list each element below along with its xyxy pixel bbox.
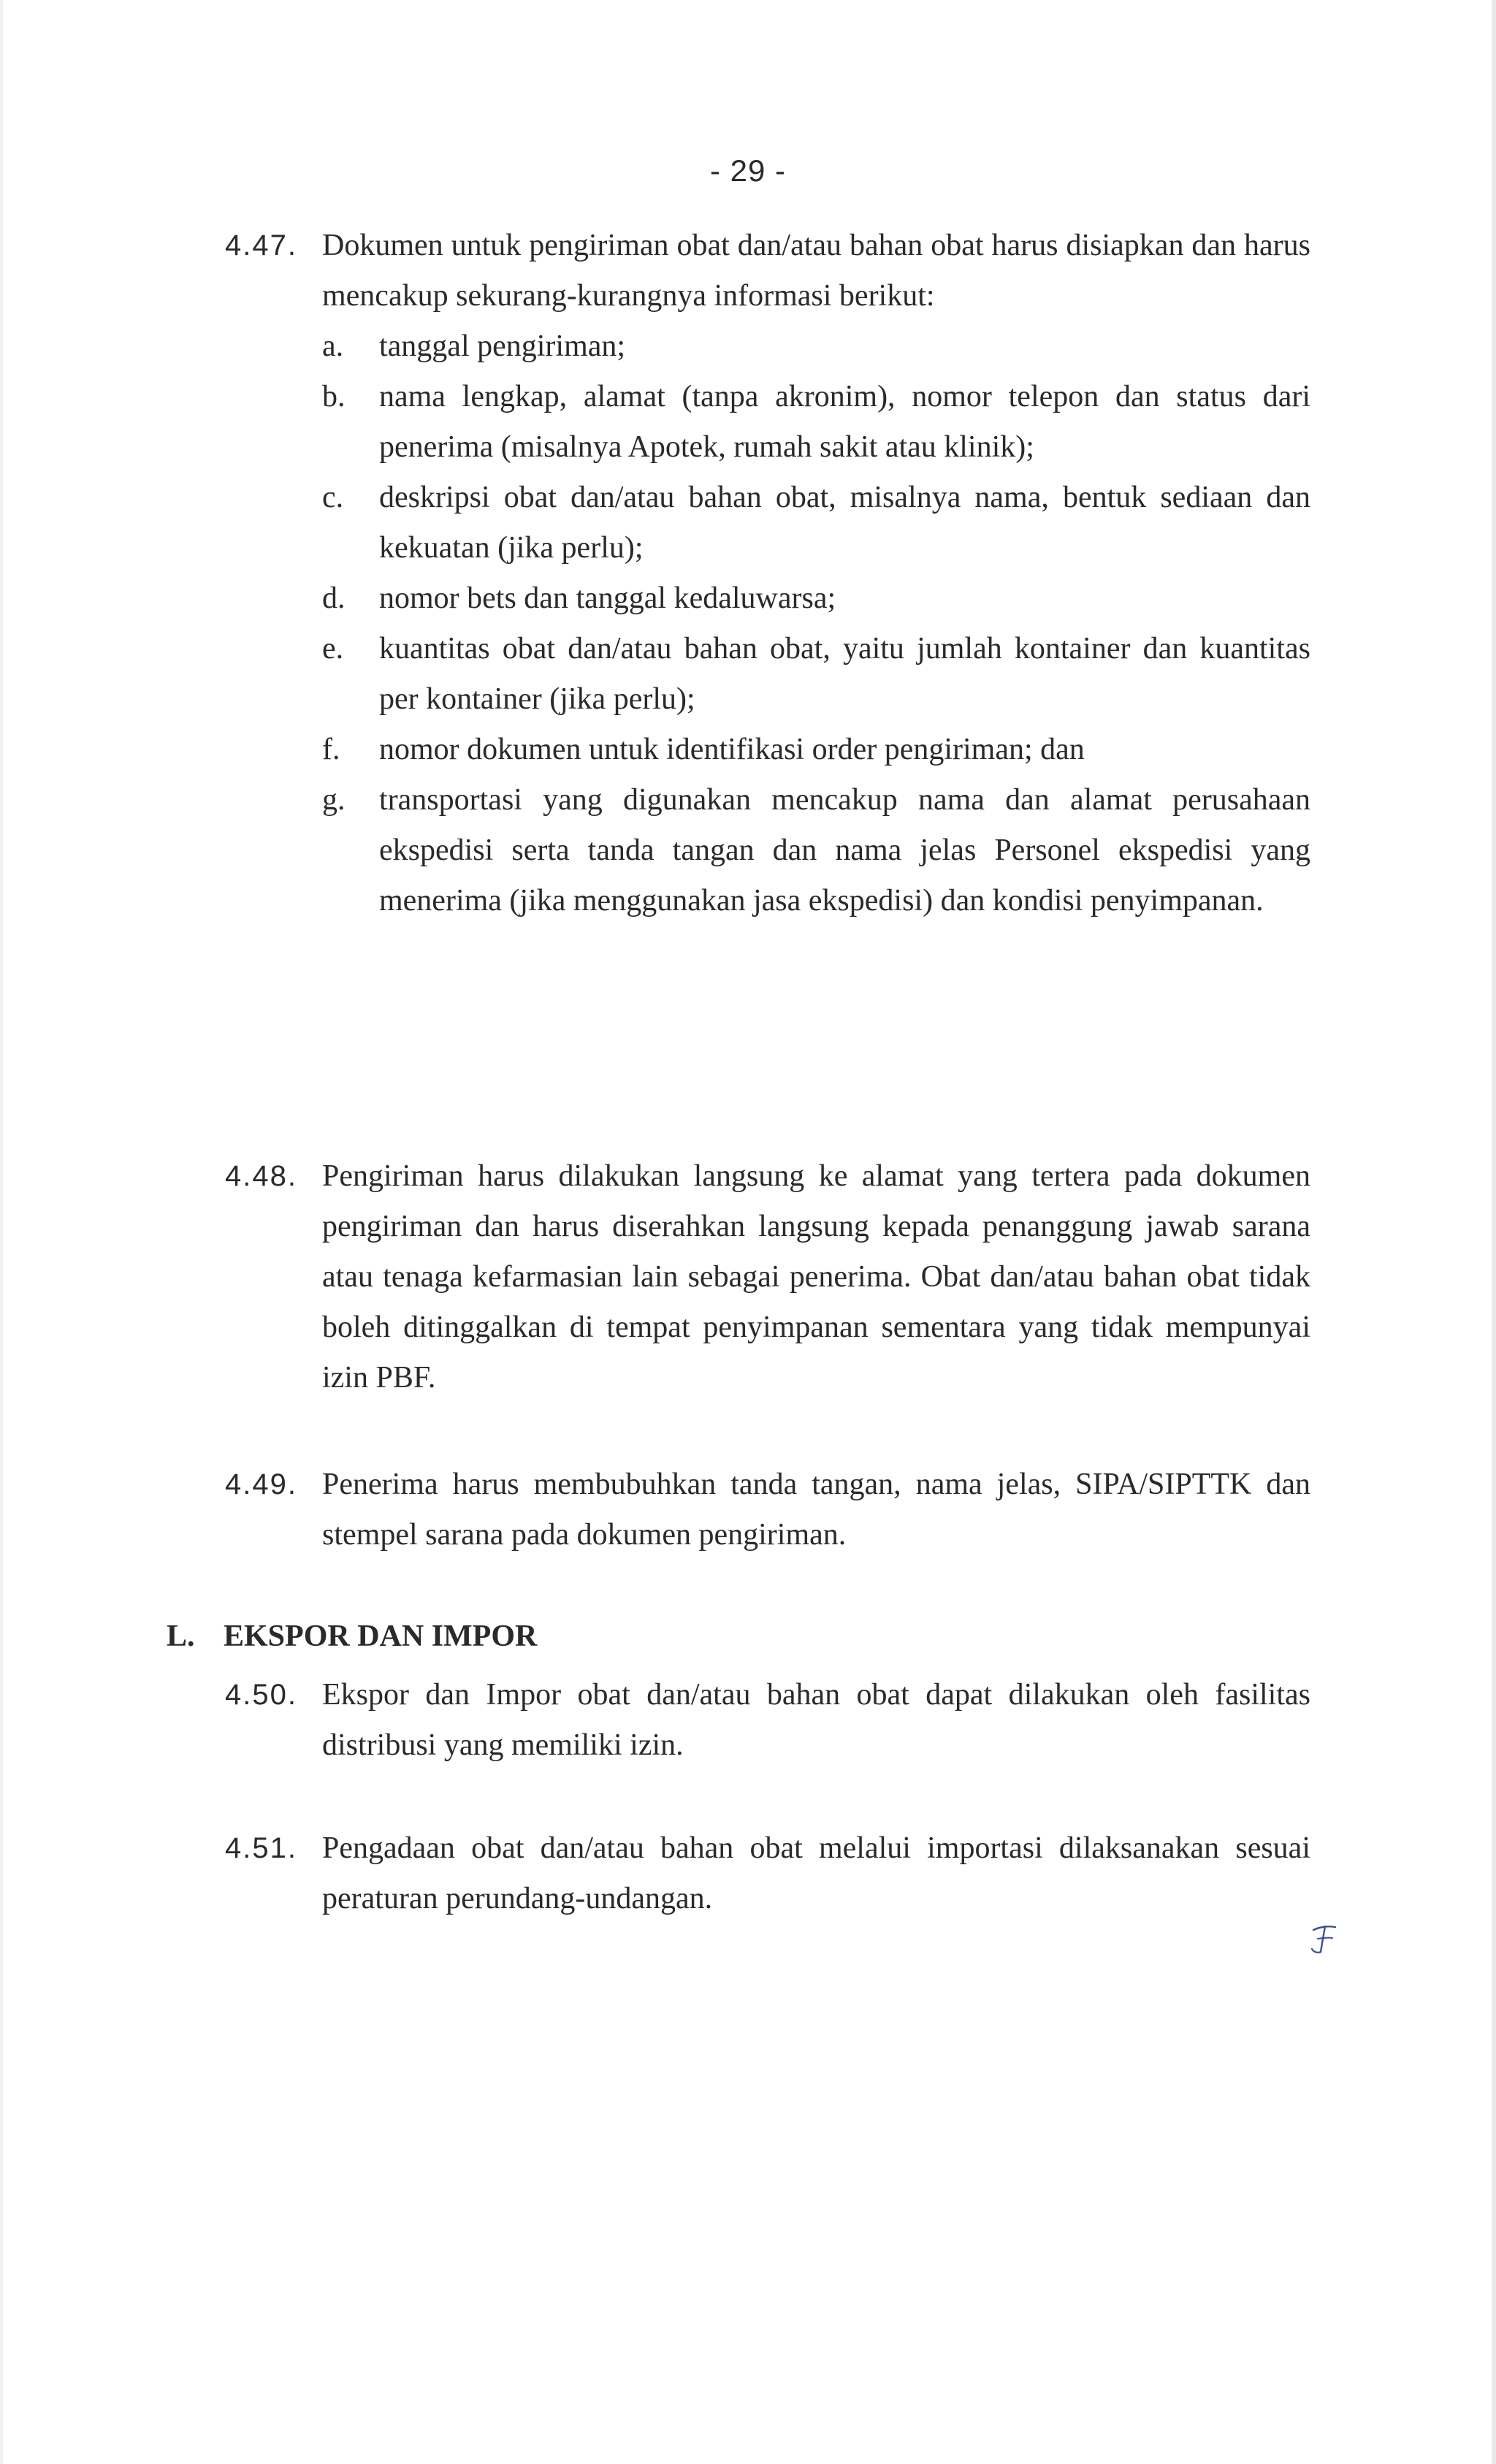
section-4-50 <box>225 1670 1310 1771</box>
section-heading <box>167 1614 537 1658</box>
section-4-47 <box>225 221 1310 926</box>
list-item <box>322 775 1310 926</box>
item-letter: b. <box>322 380 346 413</box>
section-number: 4.49. <box>225 1468 297 1500</box>
list-item <box>322 473 1310 573</box>
item-letter: e. <box>322 632 344 665</box>
item-letter: a. <box>322 329 344 363</box>
handwritten-initial-icon <box>1308 1920 1340 1958</box>
list-item <box>322 624 1310 725</box>
section-text: Pengadaan obat dan/atau bahan obat melalui importasi dilaksanakan sesuai peraturan perundang-undangan. <box>322 1831 1310 1915</box>
item-list <box>322 321 1310 926</box>
list-item <box>322 321 1310 372</box>
item-text: deskripsi obat dan/atau bahan obat, misalnya nama, bentuk sediaan dan kekuatan (jika perlu); <box>379 481 1310 565</box>
section-4-51 <box>225 1823 1310 1924</box>
item-text: nomor bets dan tanggal kedaluwarsa; <box>379 581 836 615</box>
section-number: 4.48. <box>225 1160 297 1192</box>
section-number: 4.50. <box>225 1679 297 1711</box>
item-letter: c. <box>322 481 344 514</box>
item-letter: f. <box>322 733 340 766</box>
section-4-49 <box>225 1460 1310 1560</box>
item-text: nama lengkap, alamat (tanpa akronim), nomor telepon dan status dari penerima (misalnya Apotek, rumah sakit atau klinik); <box>379 380 1310 464</box>
heading-letter: L. <box>167 1620 195 1653</box>
list-item <box>322 372 1310 473</box>
page-number: - 29 - <box>709 153 787 188</box>
item-text: tanggal pengiriman; <box>379 329 626 363</box>
item-text: nomor dokumen untuk identifikasi order pengiriman; dan <box>379 733 1085 766</box>
item-letter: d. <box>322 581 346 615</box>
section-text: Dokumen untuk pengiriman obat dan/atau bahan obat harus disiapkan dan harus mencakup sekurang-kurangnya informasi berikut: <box>322 229 1310 313</box>
heading-title: EKSPOR DAN IMPOR <box>224 1620 538 1653</box>
item-text: kuantitas obat dan/atau bahan obat, yaitu jumlah kontainer dan kuantitas per kontainer (jika perlu); <box>379 632 1310 716</box>
item-text: transportasi yang digunakan mencakup nama dan alamat perusahaan ekspedisi serta tanda tangan dan nama jelas Personel ekspedisi yang menerima (jika menggunakan jasa ekspedisi) dan kondisi penyimpanan. <box>379 783 1310 918</box>
list-item <box>322 573 1310 624</box>
section-text: Pengiriman harus dilakukan langsung ke alamat yang tertera pada dokumen pengiriman dan harus diserahkan langsung kepada penanggung jawab sarana atau tenaga kefarmasian lain sebagai penerima. Obat dan/atau bahan obat tidak boleh ditinggalkan di tempat penyimpanan sementara yang tidak mempunyai izin PBF. <box>322 1159 1310 1395</box>
section-number: 4.51. <box>225 1832 297 1864</box>
item-letter: g. <box>322 783 346 817</box>
section-text: Ekspor dan Impor obat dan/atau bahan obat dapat dilakukan oleh fasilitas distribusi yang memiliki izin. <box>322 1678 1310 1762</box>
section-number: 4.47. <box>225 229 297 262</box>
list-item <box>322 725 1310 775</box>
section-text: Penerima harus membubuhkan tanda tangan, nama jelas, SIPA/SIPTTK dan stempel sarana pada dokumen pengiriman. <box>322 1468 1310 1552</box>
page-left-edge <box>0 0 3 2464</box>
section-4-48 <box>225 1151 1310 1403</box>
page-right-edge <box>1492 0 1496 2464</box>
